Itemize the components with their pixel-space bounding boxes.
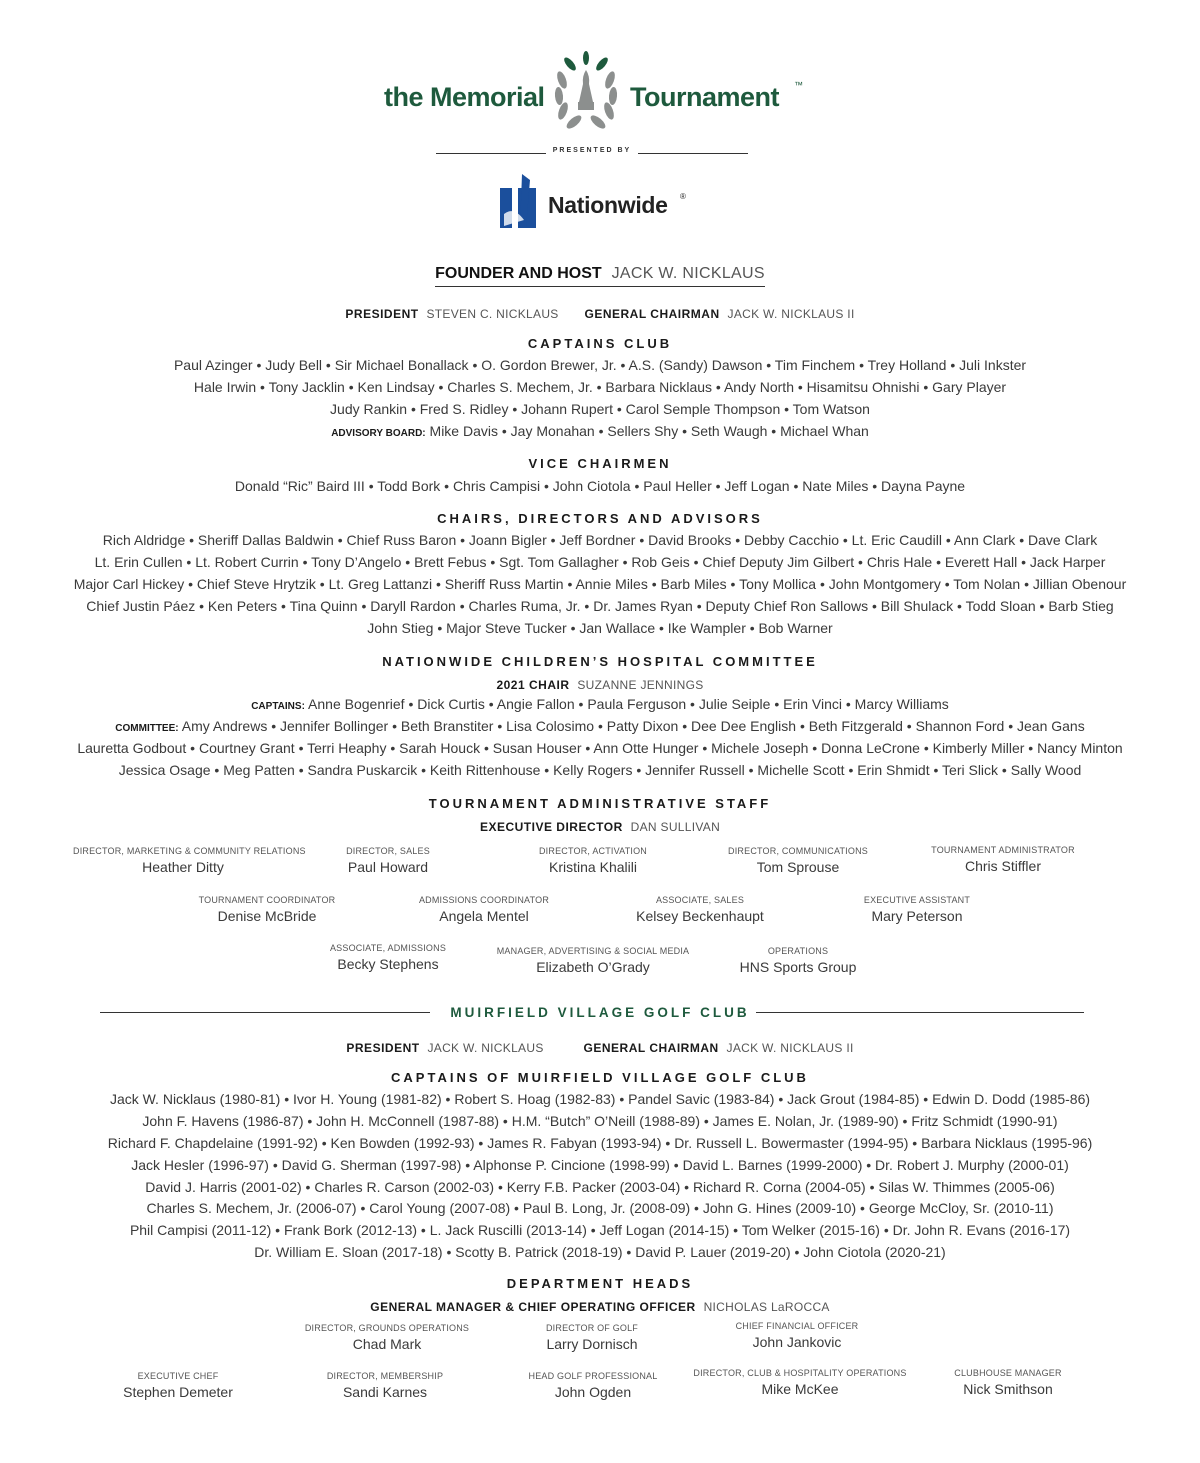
nationwide-wordmark: Nationwide <box>548 192 668 218</box>
childrens-committee-line: Lauretta Godbout • Courtney Grant • Terri Heaphy • Sarah Houck • Susan Houser • Ann Otte Hunger • Michele Joseph • Donna LeCrone • Kimberly Miller • Nancy Minton <box>77 740 1123 756</box>
presented-by-rule-right <box>638 153 748 154</box>
captains-club-line: Paul Azinger • Judy Bell • Sir Michael Bonallack • O. Gordon Brewer, Jr. • A.S. (Sandy) Dawson • Tim Finchem • Trey Holland • Juli Inkster <box>173 357 1027 373</box>
staff-name: Mary Peterson <box>871 908 963 924</box>
staff-title: DIRECTOR, COMMUNICATIONS <box>728 846 868 856</box>
tournament-officers <box>0 305 1200 321</box>
staff-card <box>898 1368 1118 1397</box>
chairs-line: Major Carl Hickey • Chief Steve Hrytzik • Lt. Greg Lattanzi • Sheriff Russ Martin • Annie Miles • Barb Miles • Tony Mollica • John Montgomery • Tom Nolan • Jillian Obenour <box>73 576 1127 592</box>
general-manager-label: GENERAL MANAGER & CHIEF OPERATING OFFICER <box>370 1300 696 1314</box>
staff-card <box>590 895 810 924</box>
officer-label: PRESIDENT <box>346 1041 420 1055</box>
admin-staff-heading: TOURNAMENT ADMINISTRATIVE STAFF <box>428 796 772 811</box>
logo-text-right: Tournament <box>630 82 779 112</box>
officer-name: JACK W. NICKLAUS II <box>727 307 855 321</box>
staff-title: CHIEF FINANCIAL OFFICER <box>735 1321 859 1331</box>
staff-card <box>374 895 594 924</box>
staff-title: HEAD GOLF PROFESSIONAL <box>528 1371 658 1381</box>
staff-title: EXECUTIVE CHEF <box>137 1371 219 1381</box>
mvgc-captains-line: Dr. William E. Sloan (2017-18) • Scotty B. Patrick (2018-19) • David P. Lauer (2019-20) • John Ciotola (2020-21) <box>254 1244 946 1260</box>
officer-name: JACK W. NICKLAUS <box>427 1041 544 1055</box>
staff-name: John Jankovic <box>752 1334 842 1350</box>
staff-name: Stephen Demeter <box>123 1384 233 1400</box>
staff-card <box>807 895 1027 924</box>
chairs-line: Chief Justin Páez • Ken Peters • Tina Quinn • Daryll Rardon • Charles Ruma, Jr. • Dr. James Ryan • Deputy Chief Ron Sallows • Bill Shulack • Todd Sloan • Barb Stieg <box>86 598 1114 614</box>
staff-title: DIRECTOR, ACTIVATION <box>538 846 647 856</box>
staff-title: ADMISSIONS COORDINATOR <box>418 895 550 905</box>
staff-card <box>278 846 498 875</box>
childrens-captains-names: Anne Bogenrief • Dick Curtis • Angie Fallon • Paula Ferguson • Julie Seiple • Erin Vinci • Marcy Williams <box>308 696 949 712</box>
captains-club-line: Judy Rankin • Fred S. Ridley • Johann Rupert • Carol Semple Thompson • Tom Watson <box>330 401 870 417</box>
advisory-board-line <box>0 423 1200 439</box>
childrens-committee-line <box>0 718 1200 734</box>
staff-card <box>483 846 703 875</box>
childrens-chair-line <box>0 676 1200 692</box>
childrens-committee-line: Jessica Osage • Meg Patten • Sandra Puskarcik • Keith Rittenhouse • Kelly Rogers • Jennifer Russell • Michelle Scott • Erin Shmidt • Teri Slick • Sally Wood <box>118 762 1082 778</box>
staff-title: DIRECTOR, MEMBERSHIP <box>326 1371 444 1381</box>
registered-mark: ® <box>680 192 686 201</box>
vice-chairmen-line: Donald “Ric” Baird III • Todd Bork • Chris Campisi • John Ciotola • Paul Heller • Jeff Logan • Nate Miles • Dayna Payne <box>234 478 966 494</box>
childrens-committee-label: COMMITTEE: <box>115 723 179 734</box>
staff-name: Angela Mentel <box>439 908 529 924</box>
nationwide-logo <box>498 174 698 234</box>
logo-text-left: the Memorial <box>384 82 545 112</box>
laurel-wreath-icon <box>552 50 620 132</box>
staff-card <box>73 846 306 875</box>
mvgc-captains-line: Jack Hesler (1996-97) • David G. Sherman (1997-98) • Alphonse P. Cincione (1998-99) • David L. Barnes (1999-2000) • Dr. Robert J. Murphy (2000-01) <box>131 1157 1069 1173</box>
staff-title: TOURNAMENT ADMINISTRATOR <box>931 845 1075 855</box>
trademark-mark: ™ <box>794 80 803 90</box>
staff-title: DIRECTOR, MARKETING & COMMUNITY RELATIONS <box>73 846 306 856</box>
advisory-board-label: ADVISORY BOARD: <box>331 428 426 439</box>
general-manager-name: NICHOLAS LaROCCA <box>703 1300 830 1314</box>
staff-name: Larry Dornisch <box>546 1336 638 1352</box>
staff-card <box>893 845 1113 874</box>
advisory-board-names: Mike Davis • Jay Monahan • Sellers Shy • Seth Waugh • Michael Whan <box>429 423 869 439</box>
staff-name: Paul Howard <box>347 859 429 875</box>
executive-director-label: EXECUTIVE DIRECTOR <box>479 820 623 834</box>
staff-name: Becky Stephens <box>337 956 439 972</box>
founder-line <box>0 265 1200 287</box>
staff-name: Elizabeth O’Grady <box>536 959 650 975</box>
staff-name: Kelsey Beckenhaupt <box>636 908 764 924</box>
staff-name: Tom Sprouse <box>756 859 840 875</box>
captains-club-line: Hale Irwin • Tony Jacklin • Ken Lindsay • Charles S. Mechem, Jr. • Barbara Nicklaus • Andy North • Hisamitsu Ohnishi • Gary Player <box>193 379 1007 395</box>
staff-name: Sandi Karnes <box>342 1384 428 1400</box>
chairs-line: Lt. Erin Cullen • Lt. Robert Currin • Tony D’Angelo • Brett Febus • Sgt. Tom Gallagher • Rob Geis • Chief Deputy Jim Gilbert • Chris Hale • Everett Hall • Jack Harper <box>94 554 1106 570</box>
staff-card <box>690 1368 910 1397</box>
staff-card <box>688 846 908 875</box>
mvgc-officers <box>0 1039 1200 1055</box>
staff-title: OPERATIONS <box>767 946 829 956</box>
founder-label: FOUNDER AND HOST <box>435 265 602 282</box>
staff-title: MANAGER, ADVERTISING & SOCIAL MEDIA <box>496 946 690 956</box>
staff-name: Chad Mark <box>352 1336 422 1352</box>
staff-card <box>483 946 703 975</box>
staff-name: Kristina Khalili <box>549 859 637 875</box>
founder-name: JACK W. NICKLAUS <box>611 265 765 282</box>
mvgc-captains-heading: CAPTAINS OF MUIRFIELD VILLAGE GOLF CLUB <box>391 1070 809 1085</box>
officer-label: GENERAL CHAIRMAN <box>583 1041 719 1055</box>
mvgc-captains-line: David J. Harris (2001-02) • Charles R. Carson (2002-03) • Kerry F.B. Packer (2003-04) • Richard R. Corna (2004-05) • Silas W. Thimmes (2005-06) <box>145 1179 1055 1195</box>
staff-title: EXECUTIVE ASSISTANT <box>863 895 971 905</box>
general-manager-line <box>0 1298 1200 1314</box>
childrens-captains-label: CAPTAINS: <box>251 701 305 712</box>
mvgc-captains-line: John F. Havens (1986-87) • John H. McConnell (1987-88) • H.M. “Butch” O’Neill (1988-89) • James E. Nolan, Jr. (1989-90) • Fritz Schmidt (1990-91) <box>142 1113 1058 1129</box>
staff-name: John Ogden <box>554 1384 632 1400</box>
childrens-chair-label: 2021 CHAIR <box>496 678 570 692</box>
vice-chairmen-heading: VICE CHAIRMEN <box>528 456 672 471</box>
executive-director-name: DAN SULLIVAN <box>630 820 721 834</box>
officer-name: JACK W. NICKLAUS II <box>726 1041 854 1055</box>
staff-card <box>688 946 908 975</box>
staff-name: Denise McBride <box>217 908 317 924</box>
mvgc-captains-line: Jack W. Nicklaus (1980-81) • Ivor H. Young (1981-82) • Robert S. Hoag (1982-83) • Pandel Savic (1983-84) • Jack Grout (1984-85) • Edwin D. Dodd (1985-86) <box>109 1091 1091 1107</box>
childrens-chair-name: SUZANNE JENNINGS <box>577 678 704 692</box>
staff-card <box>275 1371 495 1400</box>
staff-card <box>157 895 377 924</box>
staff-title: ASSOCIATE, SALES <box>655 895 745 905</box>
staff-card <box>277 1323 497 1352</box>
childrens-committee-names: Amy Andrews • Jennifer Bollinger • Beth Branstiter • Lisa Colosimo • Patty Dixon • Dee Dee English • Beth Fitzgerald • Shannon Ford • Jean Gans <box>181 718 1085 734</box>
presented-by-label: PRESENTED BY <box>552 147 632 154</box>
staff-title: TOURNAMENT COORDINATOR <box>198 895 336 905</box>
chairs-heading: CHAIRS, DIRECTORS AND ADVISORS <box>437 511 763 526</box>
staff-name: Chris Stiffler <box>965 858 1041 874</box>
staff-card <box>278 943 498 972</box>
staff-title: DIRECTOR OF GOLF <box>545 1323 639 1333</box>
officer-label: GENERAL CHAIRMAN <box>584 307 720 321</box>
staff-name: Nick Smithson <box>963 1381 1053 1397</box>
staff-name: Heather Ditty <box>142 859 224 875</box>
nationwide-eagle-icon <box>498 174 540 232</box>
staff-card <box>687 1321 907 1350</box>
staff-title: DIRECTOR, CLUB & HOSPITALITY OPERATIONS <box>693 1368 907 1378</box>
captains-club-heading: CAPTAINS CLUB <box>527 336 673 351</box>
mvgc-captains-line: Charles S. Mechem, Jr. (2006-07) • Carol Young (2007-08) • Paul B. Long, Jr. (2008-09) • John G. Hines (2009-10) • George McCloy, Sr. (2010-11) <box>146 1200 1054 1216</box>
staff-name: Mike McKee <box>761 1381 839 1397</box>
mvgc-rule-right <box>756 1012 1084 1013</box>
staff-card <box>482 1323 702 1352</box>
staff-card <box>68 1371 288 1400</box>
staff-title: DIRECTOR, SALES <box>346 846 430 856</box>
childrens-captains-line <box>0 696 1200 712</box>
executive-director-line <box>0 818 1200 834</box>
memorial-logo <box>380 48 820 138</box>
officer-name: STEVEN C. NICKLAUS <box>426 307 559 321</box>
staff-card <box>483 1371 703 1400</box>
staff-title: CLUBHOUSE MANAGER <box>954 1368 1062 1378</box>
staff-name: HNS Sports Group <box>739 959 857 975</box>
staff-title: ASSOCIATE, ADMISSIONS <box>329 943 447 953</box>
chairs-line: John Stieg • Major Steve Tucker • Jan Wallace • Ike Wampler • Bob Warner <box>367 620 833 636</box>
officer-label: PRESIDENT <box>345 307 419 321</box>
dept-heads-heading: DEPARTMENT HEADS <box>506 1276 694 1291</box>
mvgc-captains-line: Richard F. Chapdelaine (1991-92) • Ken Bowden (1992-93) • James R. Fabyan (1993-94) • Dr. Russell L. Bowermaster (1994-95) • Barbara Nicklaus (1995-96) <box>107 1135 1093 1151</box>
chairs-line: Rich Aldridge • Sheriff Dallas Baldwin • Chief Russ Baron • Joann Bigler • Jeff Bordner • David Brooks • Debby Cacchio • Lt. Eric Caudill • Ann Clark • Dave Clark <box>102 532 1098 548</box>
childrens-heading: NATIONWIDE CHILDREN’S HOSPITAL COMMITTEE <box>382 654 818 669</box>
staff-title: DIRECTOR, GROUNDS OPERATIONS <box>304 1323 470 1333</box>
mvgc-captains-line: Phil Campisi (2011-12) • Frank Bork (2012-13) • L. Jack Ruscilli (2013-14) • Jeff Logan (2014-15) • Tom Welker (2015-16) • Dr. John R. Evans (2016-17) <box>129 1222 1071 1238</box>
presented-by-rule-left <box>436 153 546 154</box>
mvgc-heading: MUIRFIELD VILLAGE GOLF CLUB <box>450 1005 750 1020</box>
presented-by-divider <box>436 147 748 161</box>
